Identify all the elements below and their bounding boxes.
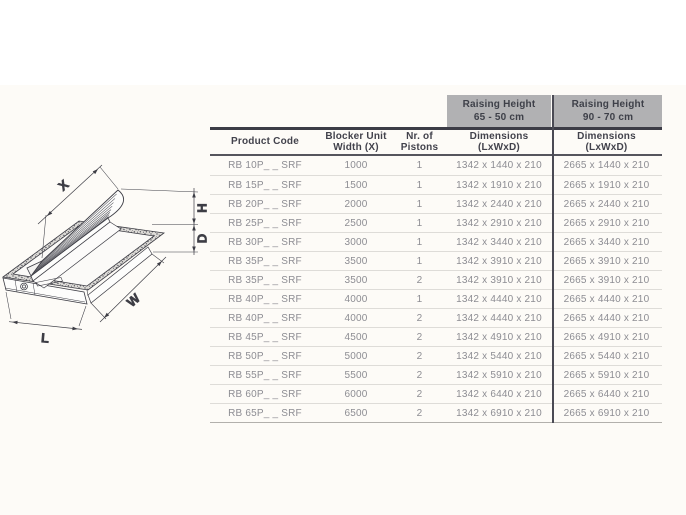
cell-blocker-width: 3500 <box>344 255 368 267</box>
cell-dimensions-90-70: 2665 x 6910 x 210 <box>563 407 650 419</box>
raising-height-range: 90 - 70 cm <box>582 112 634 123</box>
cell-blocker-width: 6000 <box>344 388 368 400</box>
table-row <box>210 175 662 194</box>
cell-pistons: 1 <box>416 236 423 248</box>
raising-height-header-row <box>210 95 662 127</box>
cell-pistons: 2 <box>416 369 423 381</box>
cell-product-code: RB 30P_ _ SRF <box>228 236 302 248</box>
table-row <box>210 251 662 270</box>
cell-dimensions-65-50: 1342 x 1440 x 210 <box>456 160 542 171</box>
cell-dimensions-65-50: 1342 x 6910 x 210 <box>456 407 542 419</box>
column-header-blocker-width: Blocker Unit Width (X) <box>325 130 387 153</box>
cell-dimensions-90-70: 2665 x 6440 x 210 <box>563 388 650 400</box>
cell-dimensions-90-70: 2665 x 4910 x 210 <box>563 331 650 343</box>
cell-pistons: 1 <box>416 198 423 210</box>
cell-product-code: RB 20P_ _ SRF <box>228 198 302 210</box>
cell-pistons: 1 <box>416 217 423 229</box>
cell-blocker-width: 5000 <box>344 350 368 362</box>
table-row <box>210 194 662 213</box>
cell-blocker-width: 2000 <box>344 198 368 210</box>
cell-pistons: 1 <box>416 179 423 191</box>
cell-dimensions-65-50: 1342 x 6440 x 210 <box>456 388 542 400</box>
cell-dimensions-90-70: 2665 x 4440 x 210 <box>563 293 650 305</box>
cell-product-code: RB 45P_ _ SRF <box>228 331 302 343</box>
column-divider-line <box>552 95 554 423</box>
dimension-label-h: H <box>194 203 210 213</box>
cell-blocker-width: 2500 <box>344 217 368 229</box>
cell-blocker-width: 4000 <box>344 293 368 305</box>
cell-blocker-width: 1500 <box>344 179 368 191</box>
cell-product-code: RB 40P_ _ SRF <box>228 293 302 305</box>
cell-dimensions-90-70: 2665 x 3910 x 210 <box>563 274 650 286</box>
cell-dimensions-90-70: 2665 x 1910 x 210 <box>563 179 650 191</box>
table-row <box>210 384 662 403</box>
cell-pistons: 2 <box>416 331 423 343</box>
cell-dimensions-90-70: 2665 x 1440 x 210 <box>563 160 650 171</box>
cell-pistons: 2 <box>416 350 423 362</box>
cell-dimensions-65-50: 1342 x 4440 x 210 <box>456 312 542 324</box>
cell-product-code: RB 40P_ _ SRF <box>228 312 302 324</box>
cell-pistons: 2 <box>416 407 423 419</box>
raising-height-title: Raising Height <box>571 99 645 110</box>
cell-blocker-width: 6500 <box>344 407 368 419</box>
cell-dimensions-65-50: 1342 x 1910 x 210 <box>456 179 542 191</box>
cell-dimensions-65-50: 1342 x 4440 x 210 <box>456 293 542 305</box>
dimension-label-d: D <box>194 233 210 244</box>
raising-height-title: Raising Height <box>462 99 536 110</box>
cell-dimensions-65-50: 1342 x 2910 x 210 <box>456 217 542 229</box>
cell-product-code: RB 35P_ _ SRF <box>228 255 302 267</box>
column-header-pistons: Nr. of Pistons <box>400 130 439 153</box>
table-row <box>210 365 662 384</box>
blocker-isometric-drawing <box>0 155 240 365</box>
table-row <box>210 327 662 346</box>
table-row <box>210 213 662 232</box>
dimension-label-x: X <box>55 176 72 194</box>
cell-dimensions-90-70: 2665 x 5910 x 210 <box>563 369 650 381</box>
cell-dimensions-65-50: 1342 x 3910 x 210 <box>456 255 542 267</box>
cell-blocker-width: 3500 <box>344 274 368 286</box>
cell-product-code: RB 55P_ _ SRF <box>228 369 302 381</box>
cell-product-code: RB 15P_ _ SRF <box>228 179 302 191</box>
cell-pistons: 2 <box>416 312 423 324</box>
cell-dimensions-90-70: 2665 x 3910 x 210 <box>563 255 650 267</box>
cell-dimensions-65-50: 1342 x 5910 x 210 <box>456 369 542 381</box>
cell-pistons: 1 <box>416 160 423 171</box>
raising-height-header-90-70 <box>554 95 662 127</box>
cell-dimensions-90-70: 2665 x 3440 x 210 <box>563 236 650 248</box>
cell-blocker-width: 4500 <box>344 331 368 343</box>
cell-blocker-width: 4000 <box>344 312 368 324</box>
cell-blocker-width: 5500 <box>344 369 368 381</box>
cell-dimensions-90-70: 2665 x 4440 x 210 <box>563 312 650 324</box>
table-row <box>210 232 662 251</box>
column-header-row <box>210 127 662 156</box>
cell-pistons: 1 <box>416 255 423 267</box>
cell-dimensions-65-50: 1342 x 2440 x 210 <box>456 198 542 210</box>
table-row <box>210 403 662 422</box>
dimension-label-w: W <box>123 290 143 310</box>
cell-dimensions-65-50: 1342 x 3910 x 210 <box>456 274 542 286</box>
table-row <box>210 156 662 175</box>
cell-product-code: RB 10P_ _ SRF <box>228 160 302 171</box>
cell-product-code: RB 65P_ _ SRF <box>228 407 302 419</box>
cell-product-code: RB 50P_ _ SRF <box>228 350 302 362</box>
column-header-dimensions-65-50: Dimensions (LxWxD) <box>469 130 529 153</box>
cell-product-code: RB 60P_ _ SRF <box>228 388 302 400</box>
cell-dimensions-65-50: 1342 x 5440 x 210 <box>456 350 542 362</box>
cell-dimensions-65-50: 1342 x 4910 x 210 <box>456 331 542 343</box>
cell-blocker-width: 1000 <box>344 160 368 171</box>
dimension-label-l: L <box>40 330 50 346</box>
column-header-product-code: Product Code <box>231 136 299 148</box>
raising-height-range: 65 - 50 cm <box>473 112 525 123</box>
spec-table <box>210 95 662 423</box>
cell-blocker-width: 3000 <box>344 236 368 248</box>
column-header-dimensions-90-70: Dimensions (LxWxD) <box>577 130 636 153</box>
cell-pistons: 2 <box>416 274 423 286</box>
cell-dimensions-90-70: 2665 x 2440 x 210 <box>563 198 650 210</box>
table-row <box>210 270 662 289</box>
spec-table-body <box>210 156 662 423</box>
cell-dimensions-90-70: 2665 x 2910 x 210 <box>563 217 650 229</box>
cell-dimensions-90-70: 2665 x 5440 x 210 <box>563 350 650 362</box>
cell-product-code: RB 35P_ _ SRF <box>228 274 302 286</box>
table-row <box>210 308 662 327</box>
raising-height-header-65-50 <box>447 95 551 127</box>
cell-pistons: 1 <box>416 293 423 305</box>
cell-dimensions-65-50: 1342 x 3440 x 210 <box>456 236 542 248</box>
table-row <box>210 346 662 365</box>
cell-product-code: RB 25P_ _ SRF <box>228 217 302 229</box>
table-row <box>210 289 662 308</box>
cell-pistons: 2 <box>416 388 423 400</box>
